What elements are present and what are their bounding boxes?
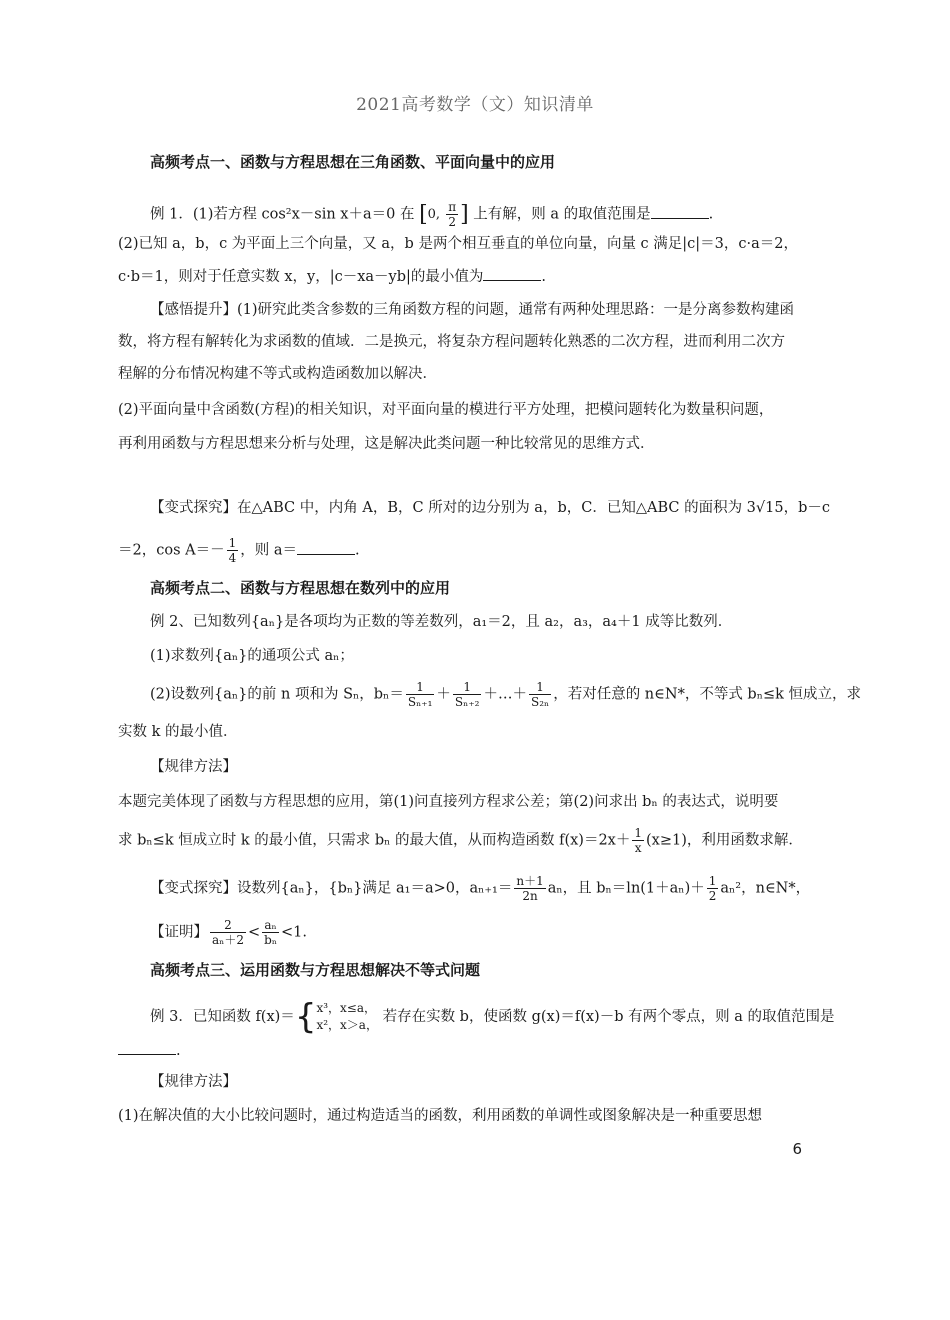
method-1-line-2: 求 bₙ≤k 恒成立时 k 的最小值，只需求 bₙ 的最大值，从而构造函数 f(x)＝2x＋ $\frac{1}{x}$ (x≥1)，利用函数求解． [118,826,803,855]
insight-line-1: 【感悟提升】(1)研究此类含参数的三角函数方程的问题，通常有两种处理思路：一是分离参数构建函 [150,302,795,318]
example-1-line-3: c·b＝1，则对于任意实数 x，y，|c－xa－yb|的最小值为 . [118,266,546,287]
example-2-line-4: 实数 k 的最小值． [118,724,238,740]
page-number: 6 [792,1140,802,1158]
insight-line-4: (2)平面向量中含函数(方程)的相关知识，对平面向量的模进行平方处理，把模问题转化为数量积问题， [118,402,774,418]
section-1-heading: 高频考点一、函数与方程思想在三角函数、平面向量中的应用 [150,153,556,171]
variation-1-line-1: 【变式探究】在△ABC 中，内角 A，B，C 所对的边分别为 a，b，C．已知△ABC 的面积为 3√15，b－c [150,500,830,516]
answer-blank [651,204,709,219]
insight-line-5: 再利用函数与方程思想来分析与处理，这是解决此类问题一种比较常见的思维方式． [118,436,655,452]
example-1-line-1: 例 1．(1)若方程 cos²x－sin x＋a＝0 在 [0, $\frac{\pi}{2}$ ] 上有解，则 a 的取值范围是 . [150,200,714,229]
variation-1-line-2: ＝2，cos A＝－ $\frac{1}{4}$ ，则 a＝ . [118,536,360,565]
proof-line: 【证明】 $\frac{2}{\text{aₙ＋2}}$ < $\frac{\text{aₙ}}{\text{bₙ}}$ <1. [150,918,307,947]
insight-line-3: 程解的分布情况构建不等式或构造函数加以解决． [118,366,437,382]
answer-blank [483,266,541,281]
method-label-2: 【规律方法】 [150,1074,237,1090]
page-header: 2021高考数学（文）知识清单 [356,95,594,115]
method-1-line-1: 本题完美体现了函数与方程思想的应用，第(1)问直接列方程求公差；第(2)问求出 bₙ 的表达式，说明要 [118,794,779,810]
piecewise-cases: x³，x≤a， x²，x＞a， [316,1001,378,1032]
method-label-1: 【规律方法】 [150,759,237,775]
piecewise-brace: { [294,997,317,1037]
method-2-line-1: (1)在解决值的大小比较问题时，通过构造适当的函数，利用函数的单调性或图象解决是一种重要思想 [118,1108,763,1124]
answer-blank [118,1040,176,1055]
variation-2-line: 【变式探究】设数列{aₙ}，{bₙ}满足 a₁＝a>0，aₙ₊₁＝ $\frac{n+1}{2n}$ aₙ，且 bₙ＝ln(1＋aₙ)＋ $\frac{1}{2}$ aₙ²，n∈N*， [150,874,811,903]
example-2-line-3: (2)设数列{aₙ}的前 n 项和为 Sₙ，bₙ＝ $\frac{1}{\text{Sₙ₊₁}}$ ＋ $\frac{1}{\text{Sₙ₊₂}}$ ＋…＋ $\frac{1}{\text{S₂ₙ}}$ ，若对任意的 n∈N*，不等式 bₙ≤k 恒成立，求 [150,680,862,709]
answer-blank [297,540,355,555]
example-2-line-2: (1)求数列{aₙ}的通项公式 aₙ； [150,648,354,664]
example-2-line-1: 例 2、已知数列{aₙ}是各项均为正数的等差数列，a₁＝2，且 a₂，a₃，a₄＋1 成等比数列． [150,614,733,630]
example-3-answer: . [118,1040,181,1061]
section-3-heading: 高频考点三、运用函数与方程思想解决不等式问题 [150,961,481,979]
section-2-heading: 高频考点二、函数与方程思想在数列中的应用 [150,579,451,597]
example-3-line: 例 3．已知函数 f(x)＝{ x³，x≤a， x²，x＞a， 若存在实数 b，使函数 g(x)＝f(x)－b 有两个零点，则 a 的取值范围是 [150,997,835,1037]
example-1-line-2: (2)已知 a，b，c 为平面上三个向量，又 a，b 是两个相互垂直的单位向量，向量 c 满足|c|＝3，c·a＝2， [118,236,799,252]
interval-0-pi-over-2: [0, $\frac{\pi}{2}$ ] [419,200,469,229]
insight-line-2: 数，将方程有解转化为求函数的值域．二是换元，将复杂方程问题转化熟悉的二次方程，进而利用二次方 [118,334,785,350]
